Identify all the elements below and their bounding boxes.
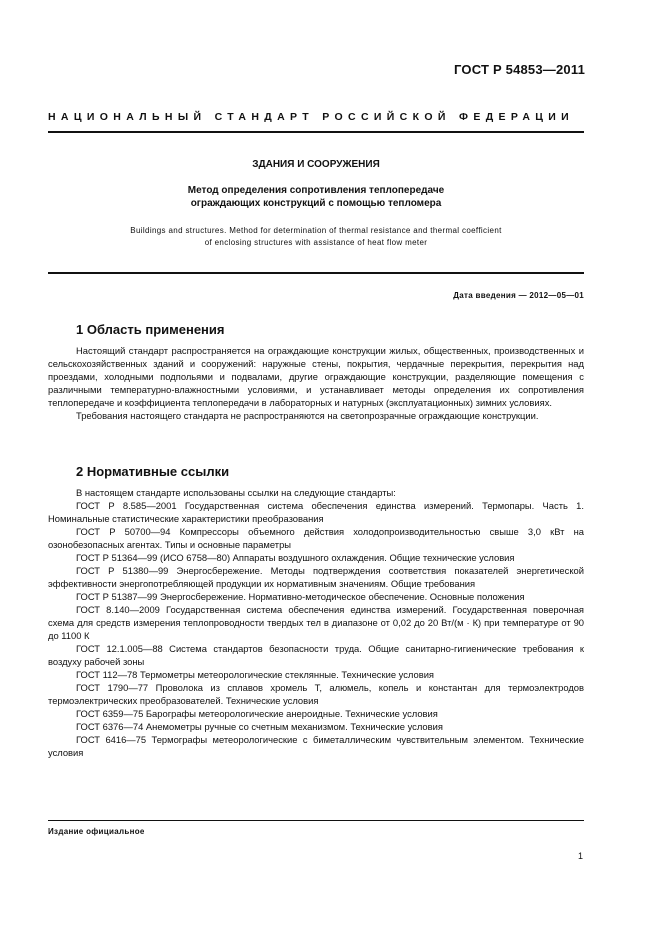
paragraph: В настоящем стандарте использованы ссылки на следующие стандарты: <box>76 487 396 498</box>
section-heading: 2 Нормативные ссылки <box>76 464 230 479</box>
reference-item: ГОСТ 112—78 Термометры метеорологические стеклянные. Технические условия <box>76 669 435 680</box>
introduction-date: Дата введения — 2012—05—01 <box>453 291 584 300</box>
reference-item: ГОСТ Р 51364—99 (ИСО 6758—80) Аппараты воздушного охлаждения. Общие технические условия <box>76 552 515 563</box>
reference-item: ГОСТ 6416—75 Термографы метеорологические с биметаллическим чувствительным элементом. Технические условия <box>48 734 584 758</box>
reference-item: ГОСТ Р 50700—94 Компрессоры объемного действия холодопроизводительностью свыше 3,0 кВт на озонобезопасных агентах. Типы и основные параметры <box>48 526 584 550</box>
english-title-line-1: Buildings and structures. Method for determination of thermal resistance and thermal coefficient <box>130 226 502 235</box>
page-number: 1 <box>577 851 583 861</box>
section-heading: 1 Область применения <box>76 322 225 337</box>
document-code: ГОСТ Р 54853—2011 <box>454 62 585 77</box>
reference-item: ГОСТ 6359—75 Барографы метеорологические анероидные. Технические условия <box>76 708 438 719</box>
national-standard-title: НАЦИОНАЛЬНЫЙ СТАНДАРТ РОССИЙСКОЙ ФЕДЕРАЦИИ <box>48 111 575 123</box>
reference-item: ГОСТ 1790—77 Проволока из сплавов хромель Т, алюмель, копель и константан для термоэлектродов термоэлектрических преобразователей. Технические условия <box>48 682 584 706</box>
title-divider <box>48 272 584 274</box>
reference-item: ГОСТ 12.1.005—88 Система стандартов безопасности труда. Общие санитарно-гигиенические требования к воздуху рабочей зоны <box>48 643 584 667</box>
section-normative-references <box>48 464 584 759</box>
subtitle-line-1: Метод определения сопротивления теплопередаче <box>187 185 445 196</box>
paragraph: Требования настоящего стандарта не распространяются на светопрозрачные ограждающие конструкции. <box>76 410 539 421</box>
section-scope <box>48 322 584 422</box>
header-divider <box>48 131 584 133</box>
standard-subtitle <box>48 184 584 210</box>
english-title-line-2: of enclosing structures with assistance of heat flow meter <box>204 237 428 247</box>
english-title <box>48 225 584 248</box>
reference-item: ГОСТ Р 8.585—2001 Государственная система обеспечения единства измерений. Термопары. Часть 1. Номинальные статистические характеристики преобразования <box>48 500 584 524</box>
standard-title: ЗДАНИЯ И СООРУЖЕНИЯ <box>252 159 380 170</box>
reference-item: ГОСТ 8.140—2009 Государственная система обеспечения единства измерений. Государственная поверочная схема для средств измерения теплопроводности твердых тел в диапазоне от 0,02 до 20 Вт/(м · К) при температуре от 90 до 1100 К <box>48 604 584 641</box>
paragraph: Настоящий стандарт распространяется на ограждающие конструкции жилых, общественных, производственных и сельскохозяйственных зданий и сооружений: наружные стены, покрытия, чердачные перекрытия, перекрытия над проездами, холодными подпольями и подвалами, другие ограждающие конструкции, разделяющие помещения с различными температурно-влажностными условиями, и устанавливает методы определения их сопротивления теплопередаче и коэффициента теплопередачи в лабораторных и натурных (эксплуатационных) зимних условиях. <box>48 345 584 408</box>
official-edition-label: Издание официальное <box>48 827 145 836</box>
reference-item: ГОСТ 6376—74 Анемометры ручные со счетным механизмом. Технические условия <box>76 721 443 732</box>
subtitle-line-2: ограждающих конструкций с помощью тепломера <box>190 198 442 209</box>
reference-item: ГОСТ Р 51387—99 Энергосбережение. Нормативно-методическое обеспечение. Основные положения <box>76 591 525 602</box>
reference-item: ГОСТ Р 51380—99 Энергосбережение. Методы подтверждения соответствия показателей энергетической эффективности энергопотребляющей продукции их нормативным значениям. Общие требования <box>48 565 584 589</box>
footer-divider <box>48 820 584 821</box>
